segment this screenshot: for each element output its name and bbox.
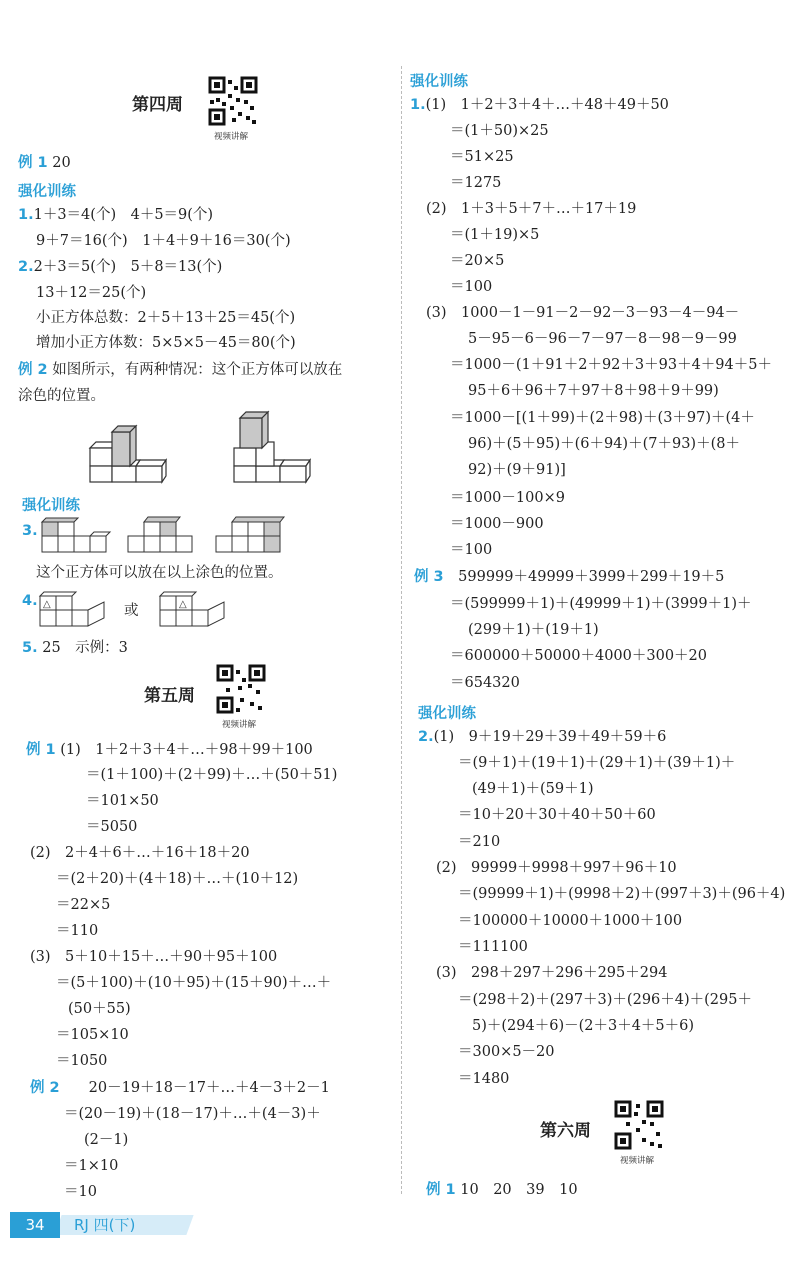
question-label: 2. <box>418 729 434 745</box>
answer-line: ＝105×10 <box>56 1027 129 1043</box>
question-3-label-line <box>22 521 38 541</box>
answer-line: ＝110 <box>56 923 99 939</box>
question-2-line <box>418 727 666 747</box>
column-divider <box>401 66 402 1194</box>
answer-text: (1) 1＋2＋3＋4＋…＋48＋49＋50 <box>425 97 669 113</box>
example-label: 例 1 <box>18 155 48 171</box>
answer-line: ＝100 <box>450 279 493 295</box>
answer-text: 20－19＋18－17＋…＋4－3＋2－1 <box>88 1080 330 1096</box>
answer-line: 95＋6＋96＋7＋97＋8＋98＋9＋99) <box>468 383 719 399</box>
answer-line: ＝300×5－20 <box>458 1044 555 1060</box>
answer-line: ＝(5＋100)＋(10＋95)＋(15＋90)＋…＋ <box>56 975 332 991</box>
answer-line: (2) 2＋4＋6＋…＋16＋18＋20 <box>30 845 250 861</box>
answer-line: 增加小正方体数：5×5×5－45＝80(个) <box>36 335 296 351</box>
answer-line: (3) 5＋10＋15＋…＋90＋95＋100 <box>30 949 278 965</box>
answer-line: ＝654320 <box>450 675 520 691</box>
cube-figure-3b <box>126 514 198 556</box>
section-heading: 强化训练 <box>22 498 80 514</box>
week6-title: 第六周 <box>540 1121 591 1141</box>
answer-text: (1) 9＋19＋29＋39＋49＋59＋6 <box>433 729 667 745</box>
answer-line: ＝(99999＋1)＋(9998＋2)＋(997＋3)＋(96＋4) <box>458 886 786 902</box>
w5-example-2-line <box>30 1078 330 1098</box>
answer-text: 2＋3＝5(个) 5＋8＝13(个) <box>33 259 223 275</box>
question-label: 1. <box>410 97 426 113</box>
question-1-line <box>18 205 213 225</box>
answer-line: 92)＋(9＋91)] <box>468 462 566 478</box>
w6-example-1-line <box>426 1180 578 1200</box>
answer-line: ＝600000＋50000＋4000＋300＋20 <box>450 648 708 664</box>
section-heading: 强化训练 <box>418 706 476 722</box>
section-heading: 强化训练 <box>18 184 76 200</box>
answer-line: ＝101×50 <box>86 793 159 809</box>
w5-example-1-line <box>26 740 313 760</box>
answer-text: 10 20 39 10 <box>460 1182 578 1198</box>
page-footer <box>10 1212 190 1238</box>
cube-figure-1 <box>88 408 168 484</box>
answer-text: 如图所示，有两种情况：这个正方体可以放在 <box>52 362 343 378</box>
answer-line: ＝1000－900 <box>450 516 544 532</box>
answer-line: ＝1000－(1＋91＋2＋92＋3＋93＋4＋94＋5＋ <box>450 357 772 373</box>
cube-figure-3a <box>40 516 112 556</box>
answer-line: (3) 1000－1－91－2－92－3－93－4－94－ <box>426 305 740 321</box>
answer-line: ＝1000－100×9 <box>450 490 565 506</box>
answer-line: ＝210 <box>458 834 501 850</box>
answer-line: ＝(1＋50)×25 <box>450 123 549 139</box>
footer-text: RJ 四(下) <box>74 1216 136 1234</box>
answer-line: ＝1275 <box>450 175 502 191</box>
cube-figure-4b <box>158 590 234 630</box>
answer-text: (1) 1＋2＋3＋4＋…＋98＋99＋100 <box>60 742 313 758</box>
question-label: 1. <box>18 207 34 223</box>
question-4-label-line <box>22 591 38 611</box>
example-label: 例 1 <box>426 1182 456 1198</box>
cube-figure-2 <box>232 408 312 484</box>
answer-line: ＝(20－19)＋(18－17)＋…＋(4－3)＋ <box>64 1106 321 1122</box>
example-label: 例 2 <box>30 1080 60 1096</box>
week4-title: 第四周 <box>132 95 183 115</box>
triangle-mark: △ <box>179 599 187 610</box>
week5-title: 第五周 <box>144 686 195 706</box>
answer-line: 这个正方体可以放在以上涂色的位置。 <box>36 565 283 581</box>
answer-line: ＝100000＋10000＋1000＋100 <box>458 913 683 929</box>
answer-line: (2) 1＋3＋5＋7＋…＋17＋19 <box>426 201 637 217</box>
answer-line: ＝10 <box>64 1184 97 1200</box>
question-2-line <box>18 257 222 277</box>
answer-line: ＝(1＋100)＋(2＋99)＋…＋(50＋51) <box>86 767 338 783</box>
qr-code-icon <box>216 664 266 714</box>
answer-line: ＝22×5 <box>56 897 111 913</box>
answer-line: ＝100 <box>450 542 493 558</box>
answer-line: ＝10＋20＋30＋40＋50＋60 <box>458 807 656 823</box>
answer-line: 13＋12＝25(个) <box>36 285 147 301</box>
question-5-line <box>22 638 128 658</box>
example-1 <box>18 153 71 173</box>
answer-line: 5)＋(294＋6)－(2＋3＋4＋5＋6) <box>472 1018 695 1034</box>
answer-line: ＝(599999＋1)＋(49999＋1)＋(3999＋1)＋ <box>450 596 752 612</box>
answer-text: 599999＋49999＋3999＋299＋19＋5 <box>458 569 725 585</box>
question-label: 3. <box>22 523 38 539</box>
cube-figure-4a <box>38 590 110 630</box>
answer-line: ＝1050 <box>56 1053 108 1069</box>
answer-line: ＝1480 <box>458 1071 510 1087</box>
qr-caption: 视频讲解 <box>620 1156 655 1166</box>
question-1-line <box>410 95 669 115</box>
answer-line: ＝(1＋19)×5 <box>450 227 540 243</box>
answer-line: 5－95－6－96－7－97－8－98－9－99 <box>468 331 737 347</box>
answer-line: (3) 298＋297＋296＋295＋294 <box>436 965 668 981</box>
answer-line: (49＋1)＋(59＋1) <box>472 781 594 797</box>
answer-text: 25 示例：3 <box>42 640 128 656</box>
question-label: 5. <box>22 640 38 656</box>
answer-line: (2－1) <box>84 1132 129 1148</box>
qr-code-icon <box>614 1100 664 1150</box>
answer-line: 小正方体总数：2＋5＋13＋25＝45(个) <box>36 310 296 326</box>
answer-line: ＝51×25 <box>450 149 514 165</box>
qr-code-icon <box>208 76 258 126</box>
example-label: 例 3 <box>414 569 444 585</box>
example-3-line <box>414 567 724 587</box>
answer-line: ＝1×10 <box>64 1158 119 1174</box>
answer-line: ＝(298＋2)＋(297＋3)＋(296＋4)＋(295＋ <box>458 992 752 1008</box>
answer-line: ＝111100 <box>458 939 528 955</box>
example-label: 例 2 <box>18 362 48 378</box>
section-heading: 强化训练 <box>410 74 468 90</box>
answer-line: ＝(9＋1)＋(19＋1)＋(29＋1)＋(39＋1)＋ <box>458 755 736 771</box>
answer-line: 涂色的位置。 <box>18 388 105 404</box>
example-answer: 20 <box>52 155 71 171</box>
answer-line: ＝20×5 <box>450 253 505 269</box>
answer-line: ＝5050 <box>86 819 138 835</box>
qr-caption: 视频讲解 <box>222 720 257 730</box>
question-label: 4. <box>22 593 38 609</box>
answer-line: (2) 99999＋9998＋997＋96＋10 <box>436 860 677 876</box>
answer-line: (50＋55) <box>68 1001 131 1017</box>
qr-caption: 视频讲解 <box>214 132 249 142</box>
example-label: 例 1 <box>26 742 56 758</box>
triangle-mark: △ <box>43 599 51 610</box>
question-label: 2. <box>18 259 34 275</box>
answer-line: ＝1000－[(1＋99)＋(2＋98)＋(3＋97)＋(4＋ <box>450 410 755 426</box>
page-number: 34 <box>10 1212 60 1238</box>
answer-line: ＝(2＋20)＋(4＋18)＋…＋(10＋12) <box>56 871 299 887</box>
or-text: 或 <box>124 603 139 619</box>
answer-line: (299＋1)＋(19＋1) <box>468 622 599 638</box>
answer-text: 1＋3＝4(个) 4＋5＝9(个) <box>33 207 214 223</box>
cube-figure-3c <box>214 514 290 556</box>
answer-line: 96)＋(5＋95)＋(6＋94)＋(7＋93)＋(8＋ <box>468 436 740 452</box>
answer-line: 9＋7＝16(个) 1＋4＋9＋16＝30(个) <box>36 233 291 249</box>
example-2-line <box>18 360 342 380</box>
